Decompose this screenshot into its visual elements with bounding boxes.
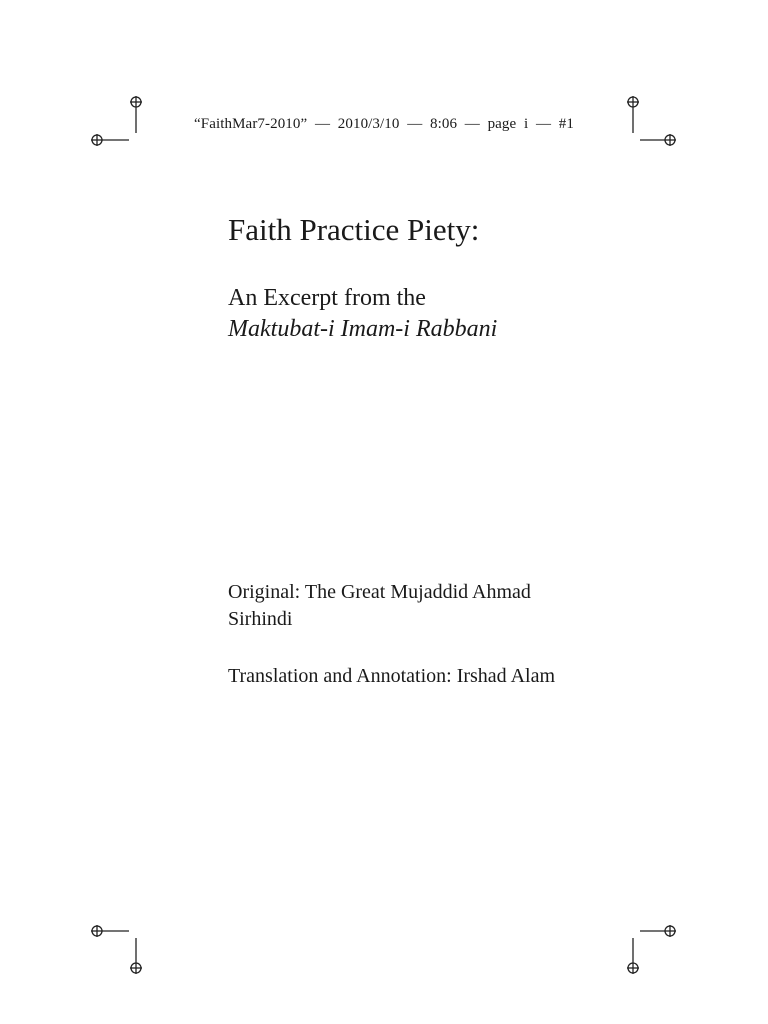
registration-mark-icon [130,962,142,974]
registration-mark-icon [91,134,103,146]
registration-mark-icon [627,962,639,974]
registration-mark-icon [130,96,142,108]
translation-credit: Translation and Annotation: Irshad Alam [228,665,556,687]
running-header: “FaithMar7-2010” — 2010/3/10 — 8:06 — page i — #1 [194,116,574,132]
page-title: Faith Practice Piety: [228,212,480,247]
original-author-line-2: Sirhindi [228,608,293,630]
original-author-line-1: Original: The Great Mujaddid Ahmad [228,581,531,603]
registration-mark-icon [627,96,639,108]
registration-mark-icon [664,925,676,937]
subtitle-line-1: An Excerpt from the [228,285,426,311]
subtitle-line-2: Maktubat-i Imam-i Rabbani [228,316,498,342]
registration-mark-icon [664,134,676,146]
registration-mark-icon [91,925,103,937]
